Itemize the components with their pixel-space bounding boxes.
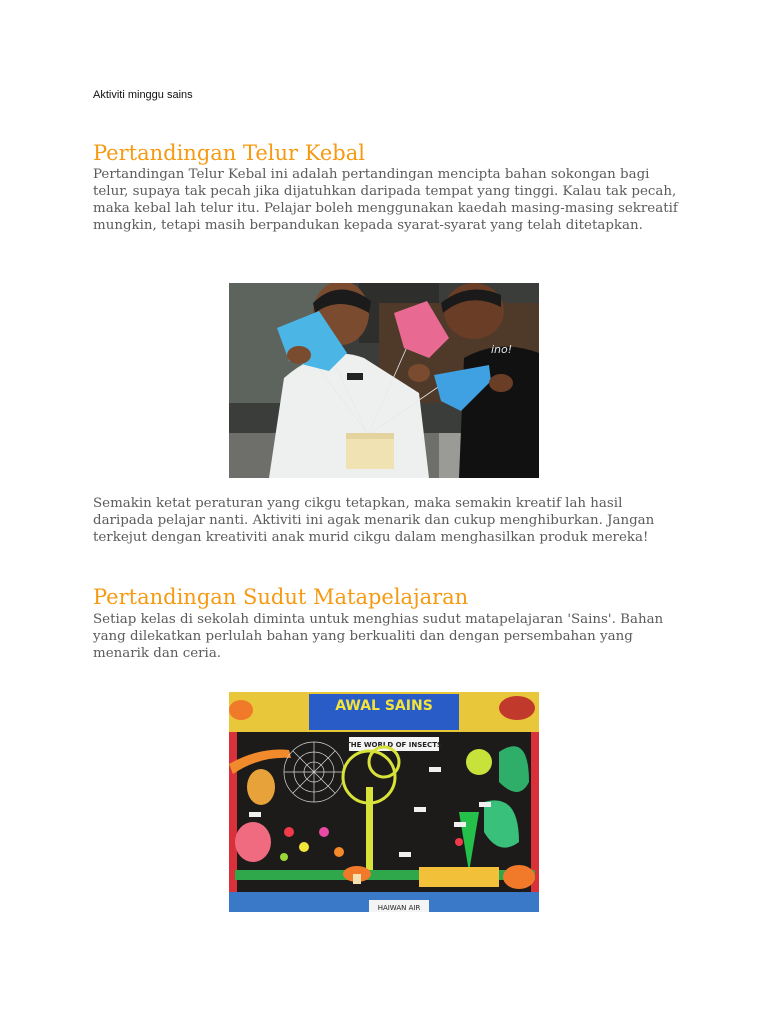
section-title-telur-kebal: Pertandingan Telur Kebal	[93, 141, 365, 165]
board-sign-text: THE WORLD OF INSECTS	[345, 741, 443, 749]
science-corner-illustration	[229, 692, 539, 912]
banner-text: AWAL SAINS	[335, 698, 433, 714]
section-paragraph: Pertandingan Telur Kebal ini adalah pertandingan mencipta bahan sokongan bagi telur, supaya tak pecah jika dijatuhkan daripada tempat yang tinggi. Kalau tak pecah, maka kebal lah telur itu. Pelajar boleh menggunakan kaedah masing-masing sekreatif mungkin, tetapi masih berpandukan kepada syarat-syarat yang telah ditetapkan.	[93, 167, 678, 233]
board-bottom-text: HAIWAN AIR	[377, 904, 421, 912]
shirt-text: ino!	[491, 343, 513, 356]
section-paragraph: Setiap kelas di sekolah diminta untuk menghias sudut matapelajaran 'Sains'. Bahan yang dilekatkan perlulah bahan yang berkualiti dan dengan persembahan yang menarik dan ceria.	[93, 612, 664, 661]
document-label: Aktiviti minggu sains	[93, 89, 193, 101]
egg-drop-illustration	[229, 283, 539, 478]
section-title-sudut-matapelajaran: Pertandingan Sudut Matapelajaran	[93, 585, 469, 609]
science-corner-photo	[229, 692, 539, 912]
egg-drop-photo	[229, 283, 539, 478]
section-paragraph: Semakin ketat peraturan yang cikgu tetapkan, maka semakin kreatif lah hasil daripada pelajar nanti. Aktiviti ini agak menarik dan cukup menghiburkan. Jangan terkejut dengan kreativiti anak murid cikgu dalam menghasilkan produk mereka!	[93, 496, 655, 545]
